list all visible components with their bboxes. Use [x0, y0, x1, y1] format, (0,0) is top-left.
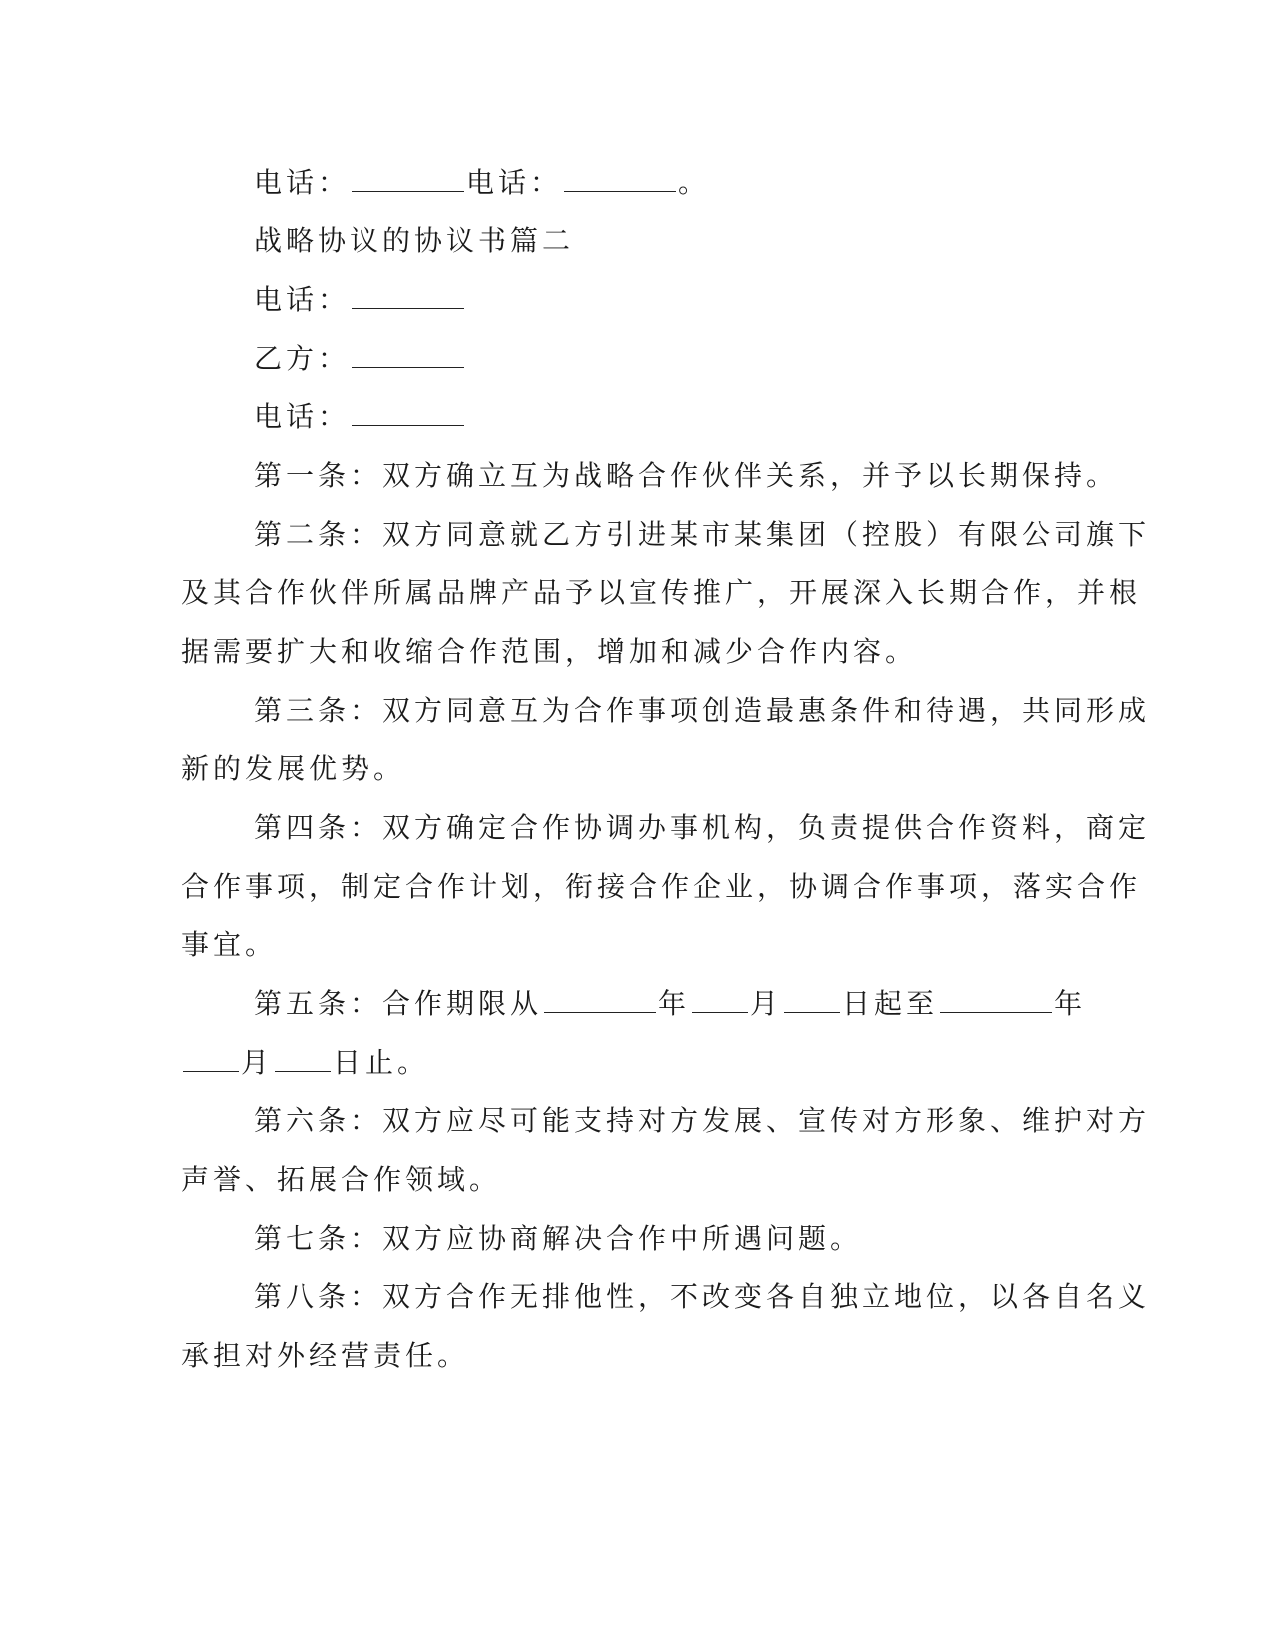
article-5-line-2: [181, 1043, 429, 1083]
article-2-line-1: 第二条：双方同意就乙方引进某市某集团（控股）有限公司旗下: [254, 518, 1151, 551]
year-label: 年: [1054, 987, 1087, 1020]
article-5-prefix: 第五条：合作期限从: [254, 987, 543, 1020]
phone-blank: [352, 280, 464, 309]
year-label: 年: [658, 987, 691, 1020]
article-2-line-3: 据需要扩大和收缩合作范围，增加和减少合作内容。: [181, 635, 918, 668]
year-blank: [544, 984, 656, 1013]
phone-blank: [352, 397, 464, 426]
day-to-label: 日止。: [333, 1046, 430, 1079]
party-b-label: 乙方：: [254, 342, 351, 375]
article-3-line-1: 第三条：双方同意互为合作事项创造最惠条件和待遇，共同形成: [254, 694, 1151, 727]
phone-label: 电话：: [254, 283, 351, 316]
phone-line: [254, 397, 466, 437]
month-blank: [183, 1043, 239, 1072]
year-blank: [940, 984, 1052, 1013]
article-1: 第一条：双方确立互为战略合作伙伴关系，并予以长期保持。: [254, 459, 1119, 492]
phone-blank: [352, 163, 464, 192]
phone-line-pair: [254, 163, 710, 203]
period: 。: [678, 166, 711, 199]
phone-label: 电话：: [466, 166, 563, 199]
article-6-line-1: 第六条：双方应尽可能支持对方发展、宣传对方形象、维护对方: [254, 1104, 1151, 1137]
phone-line: [254, 280, 466, 320]
article-8-line-1: 第八条：双方合作无排他性，不改变各自独立地位，以各自名义: [254, 1280, 1151, 1313]
month-label: 月: [241, 1046, 274, 1079]
party-b-line: [254, 339, 466, 379]
day-from-label: 日起至: [842, 987, 939, 1020]
month-blank: [692, 984, 748, 1013]
phone-blank: [564, 163, 676, 192]
article-2-line-2: 及其合作伙伴所属品牌产品予以宣传推广，开展深入长期合作，并根: [181, 576, 1142, 609]
phone-label: 电话：: [254, 400, 351, 433]
month-label: 月: [750, 987, 783, 1020]
party-b-blank: [352, 339, 464, 368]
article-4-line-1: 第四条：双方确定合作协调办事机构，负责提供合作资料，商定: [254, 811, 1151, 844]
article-7: 第七条：双方应协商解决合作中所遇问题。: [254, 1222, 863, 1255]
day-blank: [275, 1043, 331, 1072]
article-3-line-2: 新的发展优势。: [181, 752, 406, 785]
article-4-line-3: 事宜。: [181, 928, 278, 961]
article-8-line-2: 承担对外经营责任。: [181, 1339, 470, 1372]
article-5-line-1: [254, 984, 1086, 1024]
article-4-line-2: 合作事项，制定合作计划，衔接合作企业，协调合作事项，落实合作: [181, 870, 1142, 903]
day-blank: [784, 984, 840, 1013]
section-title: 战略协议的协议书篇二: [254, 224, 575, 257]
article-6-line-2: 声誉、拓展合作领域。: [181, 1163, 502, 1196]
phone-label: 电话：: [254, 166, 351, 199]
